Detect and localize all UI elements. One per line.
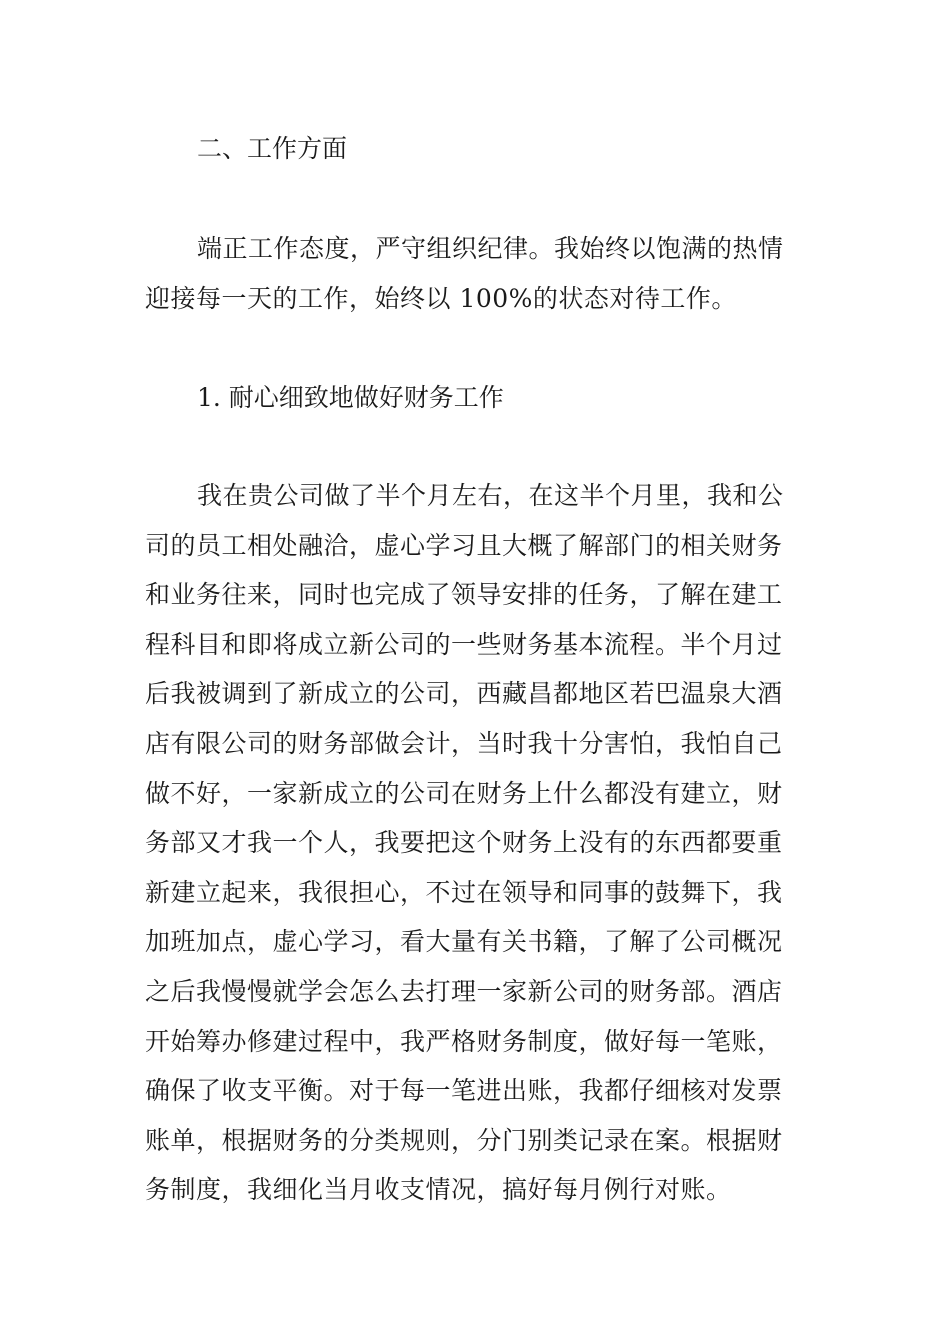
paragraph-line: 后我被调到了新成立的公司，西藏昌都地区若巴温泉大酒 [145,679,783,709]
paragraph-line: 务部又才我一个人，我要把这个财务上没有的东西都要重 [145,828,783,858]
paragraph-work-attitude [145,224,805,323]
paragraph-line: 确保了收支平衡。对于每一笔进出账，我都仔细核对发票 [145,1076,783,1106]
paragraph-line: 司的员工相处融洽，虚心学习且大概了解部门的相关财务 [145,530,783,560]
paragraph-line: 新建立起来，我很担心，不过在领导和同事的鼓舞下，我 [145,877,783,907]
paragraph-line: 加班加点，虚心学习，看大量有关书籍，了解了公司概况 [145,927,783,957]
section-heading: 二、工作方面 [197,134,348,163]
paragraph-line: 店有限公司的财务部做会计，当时我十分害怕，我怕自己 [145,728,783,758]
paragraph-line: 开始筹办修建过程中，我严格财务制度，做好每一笔账， [145,1026,783,1056]
paragraph-line: 程科目和即将成立新公司的一些财务基本流程。半个月过 [145,629,783,659]
paragraph-finance-work [145,471,805,1215]
paragraph-line: 和业务往来，同时也完成了领导安排的任务，了解在建工 [145,580,783,610]
paragraph-line: 务制度，我细化当月收支情况，搞好每月例行对账。 [145,1175,732,1205]
paragraph-line: 做不好，一家新成立的公司在财务上什么都没有建立，财 [145,778,783,808]
paragraph-line: 之后我慢慢就学会怎么去打理一家新公司的财务部。酒店 [145,976,783,1006]
paragraph-line: 端正工作态度，严守组织纪律。我始终以饱满的热情 [197,234,784,263]
subsection-heading: 1. 耐心细致地做好财务工作 [197,383,504,412]
paragraph-line: 我在贵公司做了半个月左右，在这半个月里，我和公 [197,481,784,510]
paragraph-line: 账单，根据财务的分类规则，分门别类记录在案。根据财 [145,1125,783,1155]
paragraph-line: 迎接每一天的工作，始终以 100%的状态对待工作。 [145,283,737,313]
